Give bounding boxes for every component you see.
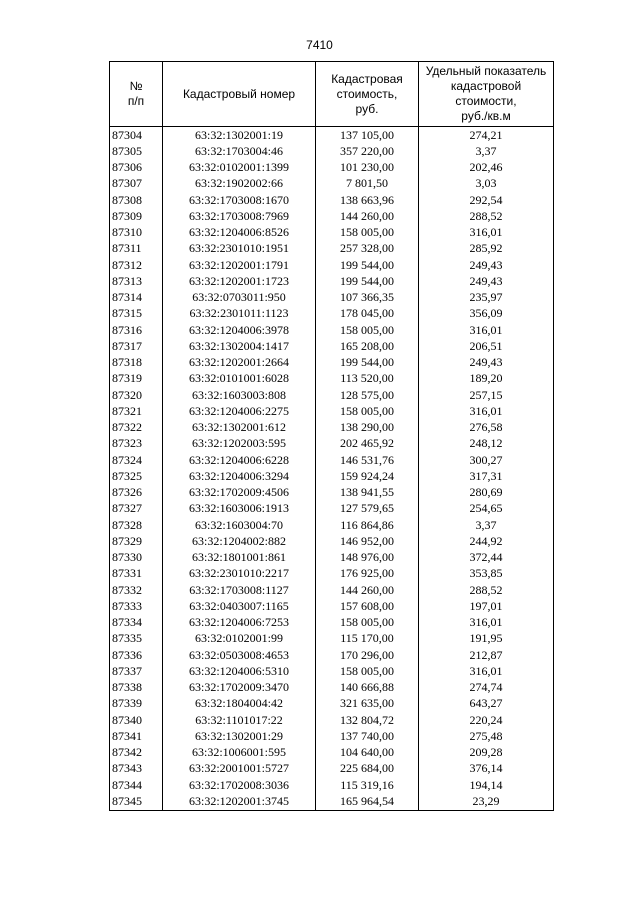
cadastral-value: 101 230,00 xyxy=(316,160,419,176)
row-number: 87336 xyxy=(110,647,163,663)
row-number: 87318 xyxy=(110,355,163,371)
table-body xyxy=(110,127,554,811)
cadastral-number: 63:32:0403007:1165 xyxy=(163,598,316,614)
table-row xyxy=(110,680,554,696)
cadastral-value: 158 005,00 xyxy=(316,322,419,338)
table-row xyxy=(110,420,554,436)
table-row xyxy=(110,338,554,354)
specific-indicator: 300,27 xyxy=(419,452,554,468)
table-row xyxy=(110,371,554,387)
specific-indicator: 643,27 xyxy=(419,696,554,712)
row-number: 87316 xyxy=(110,322,163,338)
table-row xyxy=(110,712,554,728)
row-number: 87329 xyxy=(110,533,163,549)
table-row xyxy=(110,127,554,144)
cadastral-number: 63:32:1603006:1913 xyxy=(163,501,316,517)
cadastral-value: 199 544,00 xyxy=(316,273,419,289)
specific-indicator: 249,43 xyxy=(419,273,554,289)
specific-indicator: 254,65 xyxy=(419,501,554,517)
cadastral-number: 63:32:0703011:950 xyxy=(163,290,316,306)
cadastral-value: 137 105,00 xyxy=(316,127,419,144)
row-number: 87343 xyxy=(110,761,163,777)
row-number: 87309 xyxy=(110,208,163,224)
cadastral-number: 63:32:1202001:2664 xyxy=(163,355,316,371)
specific-indicator: 274,21 xyxy=(419,127,554,144)
cadastral-number: 63:32:1204006:6228 xyxy=(163,452,316,468)
header-number-line: п/п xyxy=(127,94,145,108)
header-indicator-line: руб./кв.м xyxy=(461,109,511,123)
cadastral-value: 157 608,00 xyxy=(316,598,419,614)
cadastral-number: 63:32:1702009:4506 xyxy=(163,485,316,501)
table-row xyxy=(110,517,554,533)
row-number: 87322 xyxy=(110,420,163,436)
specific-indicator: 316,01 xyxy=(419,615,554,631)
cadastral-value: 165 964,54 xyxy=(316,793,419,810)
row-number: 87344 xyxy=(110,777,163,793)
specific-indicator: 257,15 xyxy=(419,387,554,403)
row-number: 87339 xyxy=(110,696,163,712)
table-row xyxy=(110,761,554,777)
specific-indicator: 376,14 xyxy=(419,761,554,777)
specific-indicator: 3,37 xyxy=(419,517,554,533)
row-number: 87333 xyxy=(110,598,163,614)
row-number: 87307 xyxy=(110,176,163,192)
specific-indicator: 206,51 xyxy=(419,338,554,354)
cadastral-number: 63:32:2001001:5727 xyxy=(163,761,316,777)
specific-indicator: 189,20 xyxy=(419,371,554,387)
header-number xyxy=(110,62,163,127)
cadastral-value: 158 005,00 xyxy=(316,615,419,631)
header-indicator-line: Удельный показатель xyxy=(425,64,547,78)
specific-indicator: 288,52 xyxy=(419,582,554,598)
cadastral-value: 115 170,00 xyxy=(316,631,419,647)
table-row xyxy=(110,160,554,176)
row-number: 87321 xyxy=(110,403,163,419)
cadastral-number: 63:32:1801001:861 xyxy=(163,550,316,566)
table-row xyxy=(110,468,554,484)
specific-indicator: 316,01 xyxy=(419,403,554,419)
cadastral-number: 63:32:1702008:3036 xyxy=(163,777,316,793)
cadastral-value: 127 579,65 xyxy=(316,501,419,517)
row-number: 87323 xyxy=(110,436,163,452)
specific-indicator: 249,43 xyxy=(419,257,554,273)
specific-indicator: 197,01 xyxy=(419,598,554,614)
specific-indicator: 249,43 xyxy=(419,355,554,371)
specific-indicator: 356,09 xyxy=(419,306,554,322)
specific-indicator: 3,03 xyxy=(419,176,554,192)
specific-indicator: 275,48 xyxy=(419,728,554,744)
cadastral-number: 63:32:0101001:6028 xyxy=(163,371,316,387)
table-row xyxy=(110,745,554,761)
cadastral-value: 199 544,00 xyxy=(316,257,419,273)
specific-indicator: 191,95 xyxy=(419,631,554,647)
cadastral-value: 321 635,00 xyxy=(316,696,419,712)
cadastral-number: 63:32:0102001:99 xyxy=(163,631,316,647)
page-number: 7410 xyxy=(306,38,333,52)
header-value-line: Кадастровая xyxy=(331,71,403,86)
row-number: 87306 xyxy=(110,160,163,176)
specific-indicator: 276,58 xyxy=(419,420,554,436)
specific-indicator: 244,92 xyxy=(419,533,554,549)
row-number: 87328 xyxy=(110,517,163,533)
cadastral-value: 176 925,00 xyxy=(316,566,419,582)
table-row xyxy=(110,793,554,810)
specific-indicator: 317,31 xyxy=(419,468,554,484)
row-number: 87312 xyxy=(110,257,163,273)
row-number: 87337 xyxy=(110,663,163,679)
cadastral-value: 132 804,72 xyxy=(316,712,419,728)
row-number: 87335 xyxy=(110,631,163,647)
cadastral-number: 63:32:1302001:29 xyxy=(163,728,316,744)
cadastral-number: 63:32:1204006:7253 xyxy=(163,615,316,631)
header-cadastral-number xyxy=(163,62,316,127)
cadastral-value: 158 005,00 xyxy=(316,225,419,241)
specific-indicator: 353,85 xyxy=(419,566,554,582)
table-row xyxy=(110,615,554,631)
header-number-line: № xyxy=(129,79,143,93)
cadastral-number: 63:32:1006001:595 xyxy=(163,745,316,761)
specific-indicator: 248,12 xyxy=(419,436,554,452)
table-row xyxy=(110,225,554,241)
cadastral-value: 140 666,88 xyxy=(316,680,419,696)
cadastral-value: 137 740,00 xyxy=(316,728,419,744)
cadastral-number: 63:32:1902002:66 xyxy=(163,176,316,192)
cadastral-number: 63:32:1703008:7969 xyxy=(163,208,316,224)
cadastral-value: 165 208,00 xyxy=(316,338,419,354)
cadastral-value: 146 531,76 xyxy=(316,452,419,468)
row-number: 87304 xyxy=(110,127,163,144)
table-row xyxy=(110,241,554,257)
cadastral-number: 63:32:2301011:1123 xyxy=(163,306,316,322)
specific-indicator: 316,01 xyxy=(419,322,554,338)
specific-indicator: 285,92 xyxy=(419,241,554,257)
cadastral-value: 146 952,00 xyxy=(316,533,419,549)
row-number: 87332 xyxy=(110,582,163,598)
specific-indicator: 194,14 xyxy=(419,777,554,793)
specific-indicator: 202,46 xyxy=(419,160,554,176)
header-indicator-line: кадастровой xyxy=(450,79,522,93)
cadastral-value: 116 864,86 xyxy=(316,517,419,533)
cadastral-value: 144 260,00 xyxy=(316,208,419,224)
cadastral-number: 63:32:1101017:22 xyxy=(163,712,316,728)
row-number: 87326 xyxy=(110,485,163,501)
specific-indicator: 292,54 xyxy=(419,192,554,208)
cadastral-value: 148 976,00 xyxy=(316,550,419,566)
cadastral-number: 63:32:1302001:612 xyxy=(163,420,316,436)
table-row xyxy=(110,322,554,338)
header-cadastral-value xyxy=(316,62,419,127)
row-number: 87331 xyxy=(110,566,163,582)
row-number: 87324 xyxy=(110,452,163,468)
cadastral-value: 199 544,00 xyxy=(316,355,419,371)
cadastral-value: 7 801,50 xyxy=(316,176,419,192)
cadastral-number: 63:32:1603003:808 xyxy=(163,387,316,403)
cadastral-value: 159 924,24 xyxy=(316,468,419,484)
table-row xyxy=(110,452,554,468)
cadastral-value: 202 465,92 xyxy=(316,436,419,452)
cadastral-number: 63:32:1603004:70 xyxy=(163,517,316,533)
specific-indicator: 212,87 xyxy=(419,647,554,663)
table-row xyxy=(110,290,554,306)
specific-indicator: 220,24 xyxy=(419,712,554,728)
cadastral-value: 158 005,00 xyxy=(316,403,419,419)
table-row xyxy=(110,273,554,289)
cadastral-number: 63:32:1302001:19 xyxy=(163,127,316,144)
header-value-line: руб. xyxy=(355,101,379,116)
cadastral-value: 257 328,00 xyxy=(316,241,419,257)
cadastral-number: 63:32:1702009:3470 xyxy=(163,680,316,696)
table-row xyxy=(110,631,554,647)
cadastral-value: 225 684,00 xyxy=(316,761,419,777)
specific-indicator: 316,01 xyxy=(419,225,554,241)
cadastral-number: 63:32:2301010:2217 xyxy=(163,566,316,582)
cadastral-number: 63:32:1703004:46 xyxy=(163,143,316,159)
header-value-line: стоимость, xyxy=(336,86,398,101)
cadastral-value: 104 640,00 xyxy=(316,745,419,761)
cadastral-number: 63:32:1204002:882 xyxy=(163,533,316,549)
row-number: 87319 xyxy=(110,371,163,387)
cadastral-number: 63:32:1804004:42 xyxy=(163,696,316,712)
row-number: 87317 xyxy=(110,338,163,354)
table-row xyxy=(110,208,554,224)
specific-indicator: 288,52 xyxy=(419,208,554,224)
specific-indicator: 3,37 xyxy=(419,143,554,159)
cadastral-value: 138 941,55 xyxy=(316,485,419,501)
cadastral-value: 170 296,00 xyxy=(316,647,419,663)
cadastral-value: 138 290,00 xyxy=(316,420,419,436)
cadastral-number: 63:32:1204006:3978 xyxy=(163,322,316,338)
cadastral-number: 63:32:1202003:595 xyxy=(163,436,316,452)
table-row xyxy=(110,257,554,273)
table-row xyxy=(110,582,554,598)
table-row xyxy=(110,387,554,403)
table-row xyxy=(110,728,554,744)
row-number: 87341 xyxy=(110,728,163,744)
row-number: 87340 xyxy=(110,712,163,728)
table-row xyxy=(110,777,554,793)
cadastral-value: 158 005,00 xyxy=(316,663,419,679)
specific-indicator: 316,01 xyxy=(419,663,554,679)
cadastral-value: 113 520,00 xyxy=(316,371,419,387)
specific-indicator: 235,97 xyxy=(419,290,554,306)
row-number: 87338 xyxy=(110,680,163,696)
row-number: 87334 xyxy=(110,615,163,631)
table-row xyxy=(110,598,554,614)
row-number: 87325 xyxy=(110,468,163,484)
cadastral-number: 63:32:0503008:4653 xyxy=(163,647,316,663)
header-specific-indicator xyxy=(419,62,554,127)
table-row xyxy=(110,647,554,663)
cadastral-value: 128 575,00 xyxy=(316,387,419,403)
specific-indicator: 274,74 xyxy=(419,680,554,696)
row-number: 87311 xyxy=(110,241,163,257)
cadastral-number: 63:32:1202001:1791 xyxy=(163,257,316,273)
cadastral-value: 138 663,96 xyxy=(316,192,419,208)
row-number: 87327 xyxy=(110,501,163,517)
cadastral-number: 63:32:1204006:5310 xyxy=(163,663,316,679)
table-row xyxy=(110,696,554,712)
table-row xyxy=(110,663,554,679)
table-row xyxy=(110,533,554,549)
row-number: 87305 xyxy=(110,143,163,159)
cadastral-number: 63:32:2301010:1951 xyxy=(163,241,316,257)
table-row xyxy=(110,501,554,517)
cadastral-number: 63:32:1202001:3745 xyxy=(163,793,316,810)
cadastral-number: 63:32:0102001:1399 xyxy=(163,160,316,176)
cadastral-value: 357 220,00 xyxy=(316,143,419,159)
row-number: 87310 xyxy=(110,225,163,241)
table-row xyxy=(110,485,554,501)
cadastral-value: 144 260,00 xyxy=(316,582,419,598)
cadastral-number: 63:32:1204006:3294 xyxy=(163,468,316,484)
table-row xyxy=(110,403,554,419)
row-number: 87342 xyxy=(110,745,163,761)
table-row xyxy=(110,176,554,192)
cadastral-number: 63:32:1703008:1127 xyxy=(163,582,316,598)
table-row xyxy=(110,192,554,208)
cadastral-number: 63:32:1703008:1670 xyxy=(163,192,316,208)
cadastral-number: 63:32:1302004:1417 xyxy=(163,338,316,354)
row-number: 87313 xyxy=(110,273,163,289)
cadastral-number: 63:32:1204006:8526 xyxy=(163,225,316,241)
table-row xyxy=(110,550,554,566)
table-row xyxy=(110,306,554,322)
table-row xyxy=(110,143,554,159)
specific-indicator: 280,69 xyxy=(419,485,554,501)
row-number: 87308 xyxy=(110,192,163,208)
table-header-row xyxy=(110,62,554,127)
table-row xyxy=(110,355,554,371)
specific-indicator: 23,29 xyxy=(419,793,554,810)
cadastral-table xyxy=(109,61,554,811)
header-indicator-line: стоимости, xyxy=(455,94,517,108)
row-number: 87320 xyxy=(110,387,163,403)
cadastral-value: 115 319,16 xyxy=(316,777,419,793)
cadastral-number: 63:32:1204006:2275 xyxy=(163,403,316,419)
specific-indicator: 372,44 xyxy=(419,550,554,566)
row-number: 87345 xyxy=(110,793,163,810)
row-number: 87330 xyxy=(110,550,163,566)
row-number: 87314 xyxy=(110,290,163,306)
header-cadastral-label: Кадастровый номер xyxy=(182,86,296,101)
cadastral-value: 178 045,00 xyxy=(316,306,419,322)
table-row xyxy=(110,436,554,452)
cadastral-number: 63:32:1202001:1723 xyxy=(163,273,316,289)
specific-indicator: 209,28 xyxy=(419,745,554,761)
cadastral-value: 107 366,35 xyxy=(316,290,419,306)
table-row xyxy=(110,566,554,582)
row-number: 87315 xyxy=(110,306,163,322)
